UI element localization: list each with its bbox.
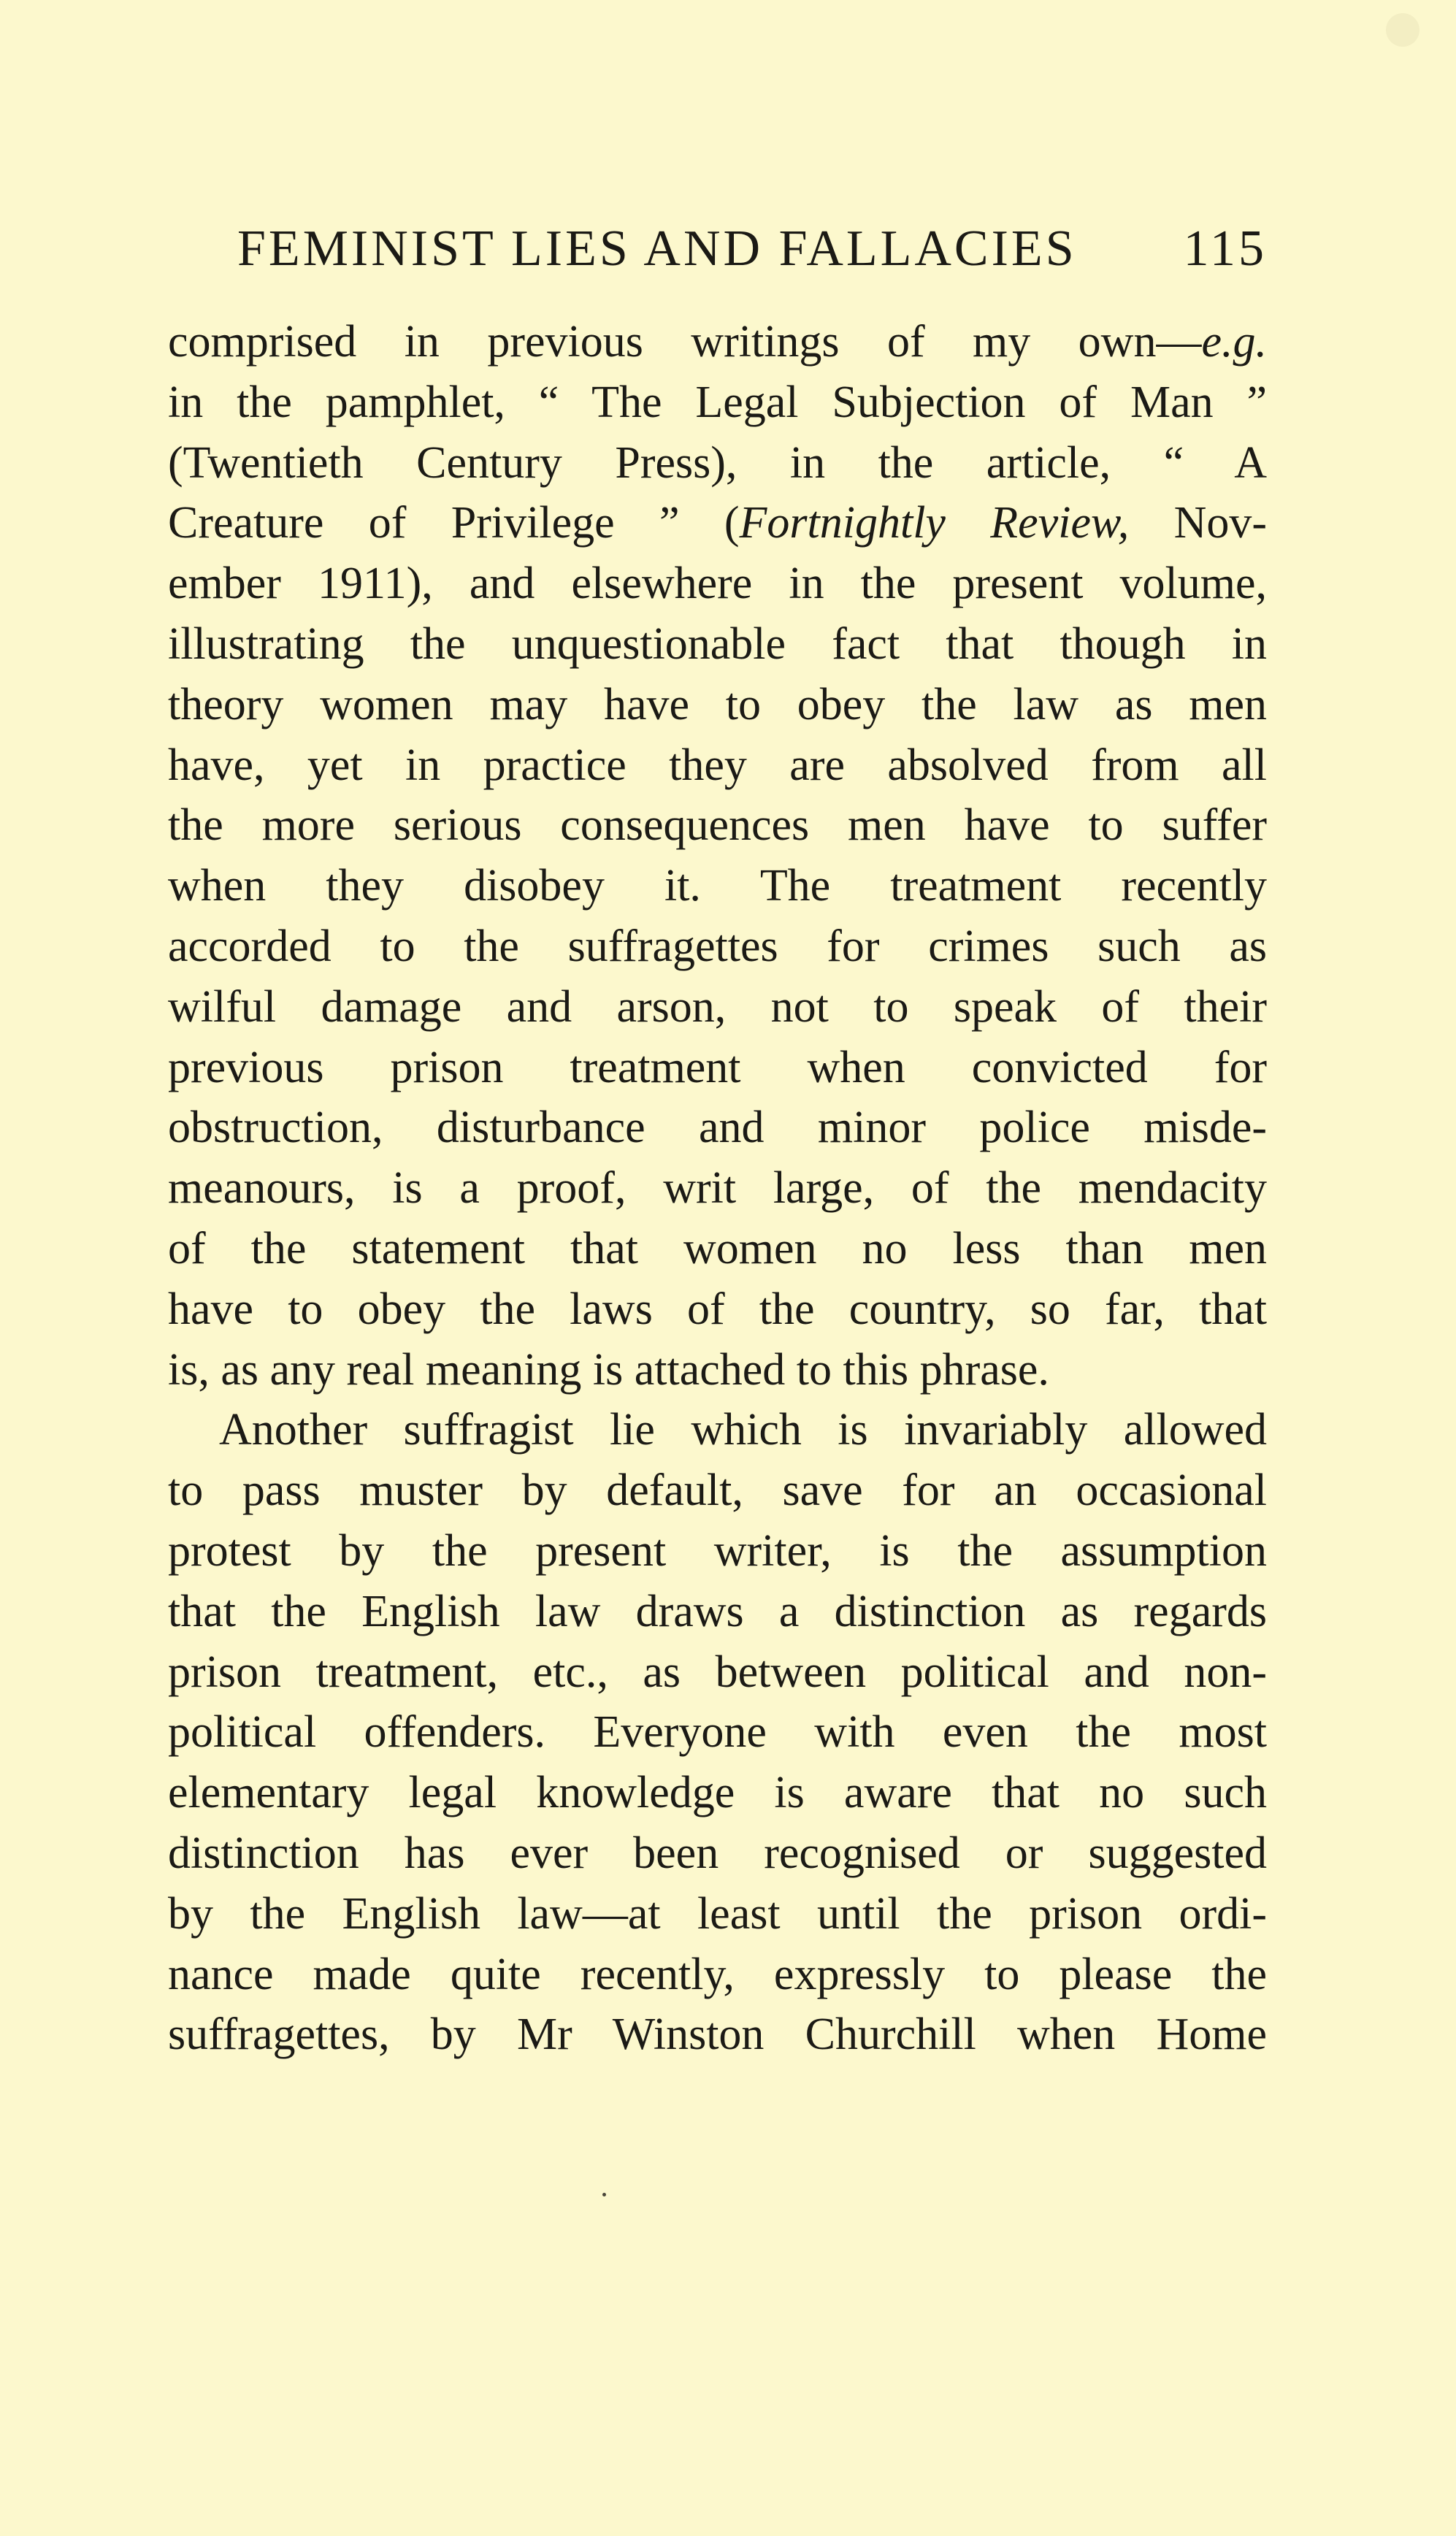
text-segment: obstruction, disturbance and minor police misde- (168, 1103, 1267, 1153)
text-segment: accorded to the suffragettes for crimes such as (168, 921, 1267, 971)
text-line (168, 433, 1267, 494)
text-line (168, 553, 1267, 614)
page-corner-blemish (1386, 13, 1419, 47)
text-line (168, 675, 1267, 735)
text-segment: distinction has ever been recognised or suggested (168, 1828, 1267, 1878)
paragraph (168, 1400, 1267, 2065)
text-segment: that the English law draws a distinction as regards (168, 1586, 1267, 1636)
text-segment: Nov- (1129, 498, 1267, 548)
text-line (168, 312, 1267, 372)
text-segment: is, as any real meaning is attached to this phrase. (168, 1344, 1049, 1395)
text-line (168, 735, 1267, 796)
text-line (168, 1823, 1267, 1884)
text-line (168, 1945, 1267, 2005)
text-line (168, 1642, 1267, 1703)
text-segment: previous prison treatment when convicted for (168, 1042, 1267, 1092)
text-segment: of the statement that women no less than men (168, 1223, 1267, 1273)
text-segment: protest by the present writer, is the assumption (168, 1525, 1267, 1576)
text-line (168, 1038, 1267, 1098)
text-line (168, 916, 1267, 977)
text-segment: elementary legal knowledge is aware that no such (168, 1768, 1267, 1818)
text-segment: illustrating the unquestionable fact that though in (168, 618, 1267, 669)
page-speck (602, 2193, 606, 2196)
text-segment: Creature of Privilege ” ( (168, 498, 740, 548)
text-segment: prison treatment, etc., as between political and non- (168, 1647, 1267, 1697)
text-line (168, 1884, 1267, 1945)
page-header (237, 216, 1267, 282)
text-line (168, 1279, 1267, 1340)
text-line (168, 1158, 1267, 1219)
text-segment: suffragettes, by Mr Winston Churchill when Home (168, 2010, 1267, 2060)
text-segment: wilful damage and arson, not to speak of their (168, 981, 1267, 1032)
text-line (168, 1521, 1267, 1582)
text-line (168, 2004, 1267, 2065)
text-segment: have, yet in practice they are absolved from all (168, 740, 1267, 790)
text-segment: (Twentieth Century Press), in the article, “ A (168, 437, 1267, 488)
text-line (168, 1582, 1267, 1642)
text-segment: have to obey the laws of the country, so far, that (168, 1284, 1267, 1334)
body-text (168, 312, 1267, 2065)
text-line (168, 1219, 1267, 1279)
text-line (168, 1097, 1267, 1158)
text-line (168, 1702, 1267, 1763)
text-segment: political offenders. Everyone with even the most (168, 1707, 1267, 1758)
italic-text: Fortnightly Review, (739, 498, 1130, 548)
text-segment: the more serious consequences men have to suffer (168, 800, 1267, 851)
text-line (168, 977, 1267, 1038)
text-segment: to pass muster by default, save for an occasional (168, 1466, 1267, 1516)
text-segment: comprised in previous writings of my own— (168, 317, 1202, 367)
text-segment: when they disobey it. The treatment recently (168, 861, 1267, 911)
text-segment: theory women may have to obey the law as men (168, 679, 1267, 729)
text-line (168, 614, 1267, 675)
text-line (168, 1340, 1267, 1401)
text-segment: in the pamphlet, “ The Legal Subjection of Man ” (168, 377, 1267, 427)
text-line (168, 1763, 1267, 1823)
running-head: FEMINIST LIES AND FALLACIES (237, 221, 1077, 277)
text-segment: Another suffragist lie which is invariably allowed (219, 1405, 1267, 1455)
text-line (168, 1400, 1267, 1460)
paragraph (168, 312, 1267, 1400)
page-number: 115 (1183, 221, 1267, 277)
italic-text: e.g. (1201, 317, 1267, 367)
text-line (168, 856, 1267, 916)
text-segment: by the English law—at least until the prison ordi- (168, 1888, 1267, 1939)
text-segment: nance made quite recently, expressly to please the (168, 1949, 1267, 1999)
text-line (168, 795, 1267, 856)
text-line (168, 372, 1267, 433)
text-segment: meanours, is a proof, writ large, of the mendacity (168, 1163, 1267, 1214)
text-segment: ember 1911), and elsewhere in the present volume, (168, 559, 1267, 609)
text-line (168, 1460, 1267, 1521)
text-line (168, 493, 1267, 553)
